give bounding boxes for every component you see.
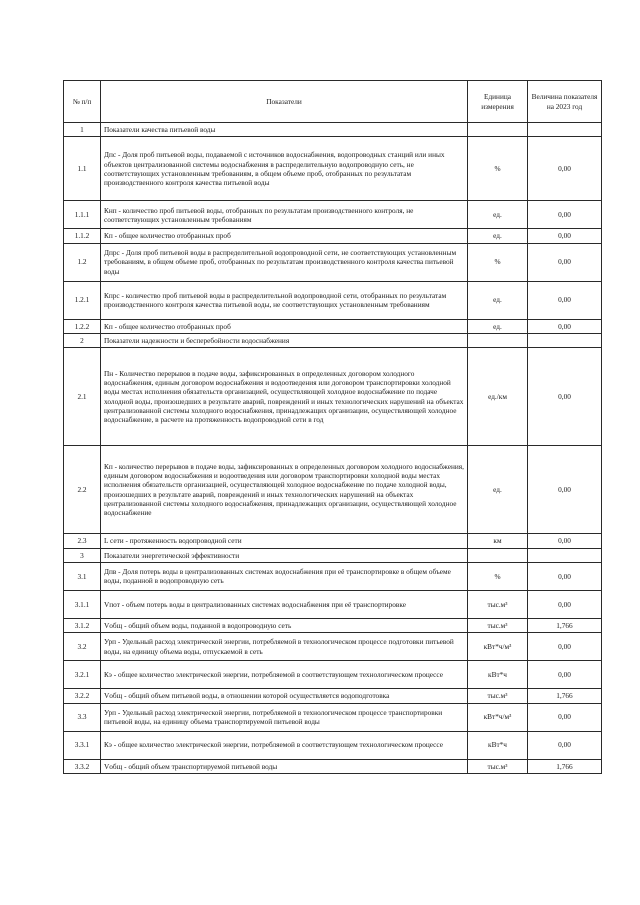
row-unit: ед. — [468, 446, 528, 534]
row-name: Пн - Количество перерывов в подаче воды, зафиксированных в определенных договором холодного водоснабжения, единым договором водоснабжения и водоотведения или договором транспортировки холодной воды местах исполнения обязательств организацией, осуществляющей холодное водоснабжение по подаче холодной воды, произошедших в результате аварий, повреждений и иных технологических нарушений на объектах централизованной системы холодного водоснабжения, принадлежащих организации, осуществляющей холодное водоснабжение, в расчете на протяженность водопроводной сети в год — [101, 348, 468, 446]
table-row — [64, 137, 602, 201]
row-name: Vпот - объем потерь воды в централизованных системах водоснабжения при её транспортировке — [101, 590, 468, 618]
row-unit: % — [468, 562, 528, 590]
row-unit: кВт*ч — [468, 731, 528, 759]
row-num: 1.1.2 — [64, 229, 101, 243]
row-name: Показатели надежности и бесперебойности водоснабжения — [101, 333, 468, 347]
row-unit: кВт*ч/м³ — [468, 703, 528, 731]
row-unit: ед. — [468, 319, 528, 333]
row-name: Кп - общее количество отобранных проб — [101, 229, 468, 243]
table-row — [64, 446, 602, 534]
row-unit: ед./км — [468, 348, 528, 446]
row-num: 2.1 — [64, 348, 101, 446]
header-value: Величина показателя на 2023 год — [528, 81, 602, 123]
row-num: 3.2.1 — [64, 661, 101, 689]
table-row — [64, 548, 602, 562]
row-name: L сети - протяженность водопроводной сети — [101, 534, 468, 548]
table-row — [64, 333, 602, 347]
row-value: 0,00 — [528, 319, 602, 333]
table-row — [64, 243, 602, 281]
row-value: 1,766 — [528, 759, 602, 773]
row-unit: кВт*ч — [468, 661, 528, 689]
row-name: Дпс - Доля проб питьевой воды, подаваемой с источников водоснабжения, водопроводных станций или иных объектов централизованной системы водоснабжения в распределительную водопроводную сеть, не соответствующих установленным требованиям, в общем объеме проб, отобранных по результатам производственного контроля качества питьевой воды — [101, 137, 468, 201]
row-unit: кВт*ч/м³ — [468, 633, 528, 661]
row-name: Урп - Удельный расход электрической энергии, потребляемой в технологическом процессе транспортировки питьевой воды, на единицу объема транспортируемой питьевой воды — [101, 703, 468, 731]
table-row — [64, 319, 602, 333]
row-value: 0,00 — [528, 446, 602, 534]
row-num: 1 — [64, 123, 101, 137]
table-row — [64, 281, 602, 319]
row-unit: тыс.м³ — [468, 689, 528, 703]
table-row — [64, 590, 602, 618]
row-name: Кп - количество перерывов в подаче воды, зафиксированных в определенных договором холодного водоснабжения, единым договором водоснабжения и водоотведения или договором транспортировки холодной воды местах исполнения обязательств организацией, осуществляющей холодное водоснабжение по подаче холодной воды, произошедших в результате аварий, повреждений и иных технологических нарушений на объектах централизованной системы холодного водоснабжения, принадлежащих организации, осуществляющей холодное водоснабжение — [101, 446, 468, 534]
table-header-row — [64, 81, 602, 123]
header-unit: Единица измерения — [468, 81, 528, 123]
row-unit: тыс.м³ — [468, 759, 528, 773]
row-unit: % — [468, 243, 528, 281]
table-row — [64, 229, 602, 243]
row-name: Дпв - Доля потерь воды в централизованных системах водоснабжения при её транспортировке в общем объеме воды, поданной в водопроводную сеть — [101, 562, 468, 590]
row-unit — [468, 333, 528, 347]
row-unit: тыс.м³ — [468, 618, 528, 632]
table-row — [64, 201, 602, 229]
row-name: Кнп - количество проб питьевой воды, отобранных по результатам производственного контроля, не соответствующих установленным требованиям — [101, 201, 468, 229]
row-num: 3.3 — [64, 703, 101, 731]
row-name: Урп - Удельный расход электрической энергии, потребляемой в технологическом процессе подготовки питьевой воды, на единицу объема воды, отпускаемой в сеть — [101, 633, 468, 661]
row-name: Кэ - общее количество электрической энергии, потребляемой в соответствующем технологическом процессе — [101, 661, 468, 689]
table-row — [64, 618, 602, 632]
row-num: 1.2.2 — [64, 319, 101, 333]
row-num: 1.2.1 — [64, 281, 101, 319]
row-num: 3 — [64, 548, 101, 562]
row-unit — [468, 123, 528, 137]
row-value — [528, 333, 602, 347]
row-num: 1.1 — [64, 137, 101, 201]
row-name: Vобщ - общий объем воды, поданной в водопроводную сеть — [101, 618, 468, 632]
table-row — [64, 123, 602, 137]
row-unit: % — [468, 137, 528, 201]
row-name: Показатели энергетической эффективности — [101, 548, 468, 562]
table-row — [64, 759, 602, 773]
row-value — [528, 123, 602, 137]
row-num: 3.2 — [64, 633, 101, 661]
row-value: 0,00 — [528, 243, 602, 281]
table-row — [64, 661, 602, 689]
row-unit: ед. — [468, 201, 528, 229]
table-row — [64, 562, 602, 590]
table-row — [64, 348, 602, 446]
row-num: 3.1.2 — [64, 618, 101, 632]
document-page — [63, 80, 601, 774]
row-value: 0,00 — [528, 633, 602, 661]
row-value: 0,00 — [528, 590, 602, 618]
row-num: 3.3.2 — [64, 759, 101, 773]
row-unit: ед. — [468, 229, 528, 243]
row-num: 3.3.1 — [64, 731, 101, 759]
row-num: 3.1 — [64, 562, 101, 590]
row-num: 2.2 — [64, 446, 101, 534]
row-value — [528, 548, 602, 562]
table-row — [64, 703, 602, 731]
table-row — [64, 633, 602, 661]
row-name: Vобщ - общий объем транспортируемой питьевой воды — [101, 759, 468, 773]
row-name: Кэ - общее количество электрической энергии, потребляемой в соответствующем технологическом процессе — [101, 731, 468, 759]
row-num: 1.2 — [64, 243, 101, 281]
row-unit: ед. — [468, 281, 528, 319]
row-value: 0,00 — [528, 137, 602, 201]
row-name: Кп - общее количество отобранных проб — [101, 319, 468, 333]
row-unit — [468, 548, 528, 562]
indicators-table — [63, 80, 602, 774]
table-row — [64, 534, 602, 548]
row-value: 1,766 — [528, 618, 602, 632]
row-value: 0,00 — [528, 703, 602, 731]
row-value: 0,00 — [528, 281, 602, 319]
row-value: 0,00 — [528, 534, 602, 548]
row-num: 1.1.1 — [64, 201, 101, 229]
row-num: 3.1.1 — [64, 590, 101, 618]
table-row — [64, 731, 602, 759]
row-value: 0,00 — [528, 562, 602, 590]
row-value: 0,00 — [528, 201, 602, 229]
row-value: 1,766 — [528, 689, 602, 703]
row-num: 2 — [64, 333, 101, 347]
row-value: 0,00 — [528, 731, 602, 759]
row-name: Показатели качества питьевой воды — [101, 123, 468, 137]
row-name: Vобщ - общий объем питьевой воды, в отношении которой осуществляется водоподготовка — [101, 689, 468, 703]
row-value: 0,00 — [528, 229, 602, 243]
row-num: 3.2.2 — [64, 689, 101, 703]
row-num: 2.3 — [64, 534, 101, 548]
row-name: Кпрс - количество проб питьевой воды в распределительной водопроводной сети, отобранных по результатам производственного контроля качества питьевой воды, не соответствующих установленным требованиям — [101, 281, 468, 319]
table-row — [64, 689, 602, 703]
row-unit: км — [468, 534, 528, 548]
row-unit: тыс.м³ — [468, 590, 528, 618]
header-num: № п/п — [64, 81, 101, 123]
header-name: Показатели — [101, 81, 468, 123]
row-value: 0,00 — [528, 661, 602, 689]
row-name: Дпрс - Доля проб питьевой воды в распределительной водопроводной сети, не соответствующих установленным требованиям, в общем объеме проб, отобранных по результатам производственного контроля качества питьевой воды — [101, 243, 468, 281]
row-value: 0,00 — [528, 348, 602, 446]
